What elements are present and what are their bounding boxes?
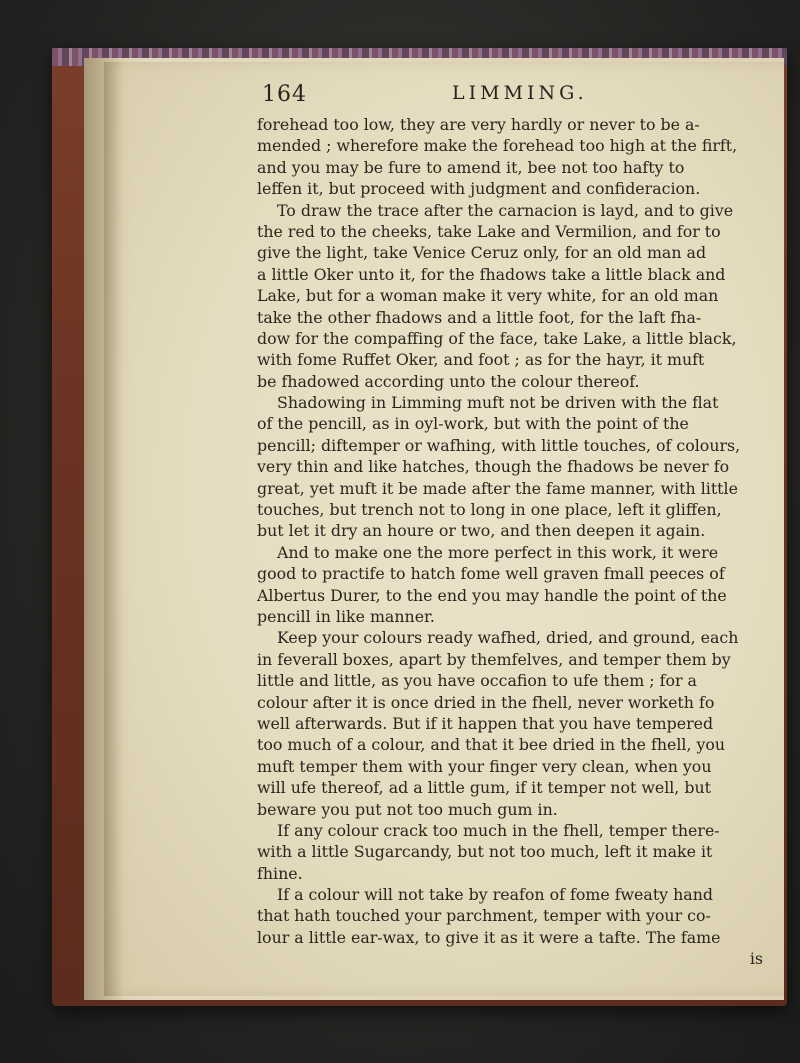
catchword: is bbox=[749, 949, 763, 969]
text-line: that hath touched your parchment, temper with your co- bbox=[257, 906, 711, 926]
text-line: very thin and like hatches, though the fhadows be never fo bbox=[257, 457, 730, 477]
text-line: fhine. bbox=[257, 863, 303, 883]
text-line: with a little Sugarcandy, but not too much, left it make it bbox=[257, 842, 713, 862]
text-line: the red to the cheeks, take Lake and Vermilion, and for to bbox=[257, 221, 721, 241]
text-line: colour after it is once dried in the fhell, never worketh fo bbox=[257, 692, 715, 712]
text-line: well afterwards. But if it happen that you have tempered bbox=[257, 713, 714, 733]
text-line: beware you put not too much gum in. bbox=[257, 799, 558, 819]
page-header bbox=[262, 82, 732, 112]
text-line: take the other fhadows and a little foot, for the laft fha- bbox=[257, 307, 702, 327]
text-line: leffen it, but proceed with judgment and confideracion. bbox=[257, 179, 701, 199]
text-line: mended ; wherefore make the forehead too high at the firft, bbox=[257, 136, 738, 156]
text-line: touches, but trench not to long in one place, left it gliffen, bbox=[257, 500, 722, 520]
text-line: Shadowing in Limming muft not be driven with the flat bbox=[277, 393, 719, 413]
text-line: dow for the compaffing of the face, take Lake, a little black, bbox=[257, 328, 737, 348]
text-line: pencill in like manner. bbox=[257, 606, 435, 626]
text-line: lour a little ear-wax, to give it as it were a tafte. The fame bbox=[257, 927, 721, 947]
text-line: good to practife to hatch fome well graven fmall peeces of bbox=[257, 564, 725, 584]
text-line: If a colour will not take by reafon of fome fweaty hand bbox=[277, 885, 713, 905]
body-text bbox=[257, 114, 775, 970]
text-line: pencill; diftemper or wafhing, with little touches, of colours, bbox=[257, 435, 741, 455]
text-line: Lake, but for a woman make it very white, for an old man bbox=[257, 286, 719, 306]
text-line: a little Oker unto it, for the fhadows take a little black and bbox=[257, 264, 726, 284]
text-line: If any colour crack too much in the fhell, temper there- bbox=[277, 820, 720, 840]
gutter-shadow bbox=[84, 58, 124, 1000]
text-line: but let it dry an houre or two, and then deepen it again. bbox=[257, 521, 706, 541]
text-line: be fhadowed according unto the colour thereof. bbox=[257, 371, 640, 391]
text-line: in feverall boxes, apart by themfelves, and temper them by bbox=[257, 649, 731, 669]
text-line: Albertus Durer, to the end you may handle the point of the bbox=[257, 585, 727, 605]
text-line: and you may be fure to amend it, bee not too hafty to bbox=[257, 157, 685, 177]
text-line: will ufe thereof, ad a little gum, if it temper not well, but bbox=[257, 778, 711, 798]
text-line: And to make one the more perfect in this work, it were bbox=[277, 542, 719, 562]
running-head: LIMMING. bbox=[452, 82, 588, 104]
text-line: muft temper them with your finger very clean, when you bbox=[257, 756, 712, 776]
text-line: forehead too low, they are very hardly or never to be a- bbox=[257, 115, 700, 134]
text-line: of the pencill, as in oyl-work, but with the point of the bbox=[257, 414, 689, 434]
text-line: Keep your colours ready wafhed, dried, and ground, each bbox=[277, 628, 739, 648]
text-line: To draw the trace after the carnacion is layd, and to give bbox=[277, 200, 734, 220]
text-line: give the light, take Venice Ceruz only, for an old man ad bbox=[257, 243, 707, 263]
text-line: little and little, as you have occafion to ufe them ; for a bbox=[257, 671, 697, 691]
text-line: too much of a colour, and that it bee dried in the fhell, you bbox=[257, 735, 726, 755]
text-line: with fome Ruffet Oker, and foot ; as for the hayr, it muft bbox=[257, 350, 705, 370]
text-line: great, yet muft it be made after the fame manner, with little bbox=[257, 478, 738, 498]
page-number: 164 bbox=[262, 82, 307, 107]
